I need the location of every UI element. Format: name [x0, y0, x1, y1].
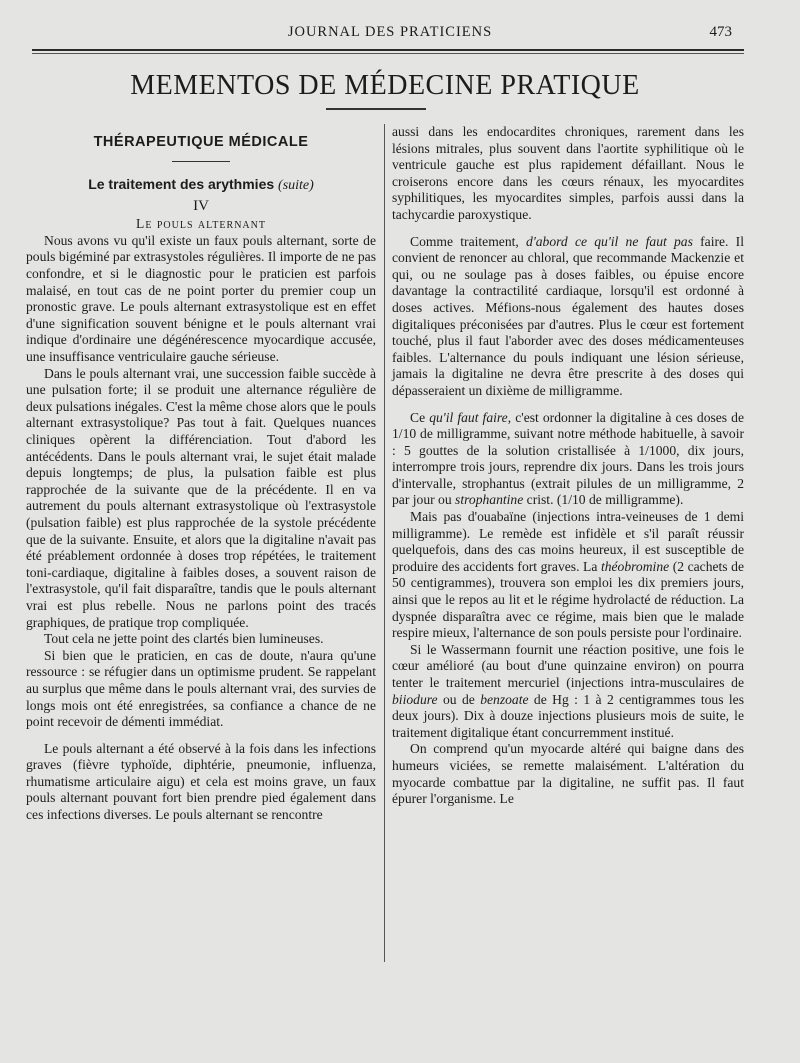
paragraph: Le pouls alternant a été observé à la fois dans les infections graves (fièvre typhoïde, diphtérie, pneumonie, influenza, rhumatisme articulaire aigu) et cela est moins grave, un faux pouls alternant pouvant fort bien prendre pied également dans ces infections diverses. Le pouls alternant se rencontre: [26, 740, 376, 823]
emphasis: d'abord ce qu'il ne faut pas: [526, 233, 693, 249]
title-divider: [326, 108, 426, 110]
text-run: Ce: [410, 409, 430, 425]
chapter-heading: Le pouls alternant: [136, 216, 266, 232]
emphasis: qu'il faut faire: [429, 409, 508, 425]
paragraph: Nous avons vu qu'il existe un faux pouls alternant, sorte de pouls bigéminé par extrasystoles régulières. Il importe de ne pas confondre, et si le diagnostic pour le praticien est parfois malaisé, en tout cas de ne point porter du premier coup un pronostic grave. Le pouls alternant extrasystolique est en effet d'une signification souvent bénigne et le pouls alternant vrai indique d'ordinaire une dégénérescence myocardique accusée, une insuffisance ventriculaire gauche sérieuse.: [26, 232, 376, 365]
left-column: [26, 124, 376, 824]
section-divider: [172, 161, 230, 163]
text-run: , c'est ordonner la digitaline à ces doses de 1/10 de milligramme, suivant notre méthode habituelle, à savoir : 5 gouttes de la solution cristallisée à 1/1000, dix jours, interrompre trois jours, reprendre dix jours. Dans les trois jours d'intervalle, strophantus (extrait pilules de un milligramme, 2 par jour ou: [392, 409, 745, 508]
text-run: de Hg : 1 à 2 centigrammes tous les deux jours). Dix à douze injections plusieurs mois de suite, le traitement digitalique étant concurremment institué.: [392, 691, 744, 740]
text-run: Comme traitement,: [410, 233, 527, 249]
paragraph: Tout cela ne jette point des clartés bien lumineuses.: [44, 631, 324, 647]
text-run: crist. (1/10 de milligramme).: [523, 492, 684, 508]
paragraph: [392, 234, 744, 400]
emphasis: strophantine: [455, 492, 524, 508]
emphasis: biiodure: [392, 691, 438, 707]
paragraph: [392, 509, 744, 642]
paragraph: Dans le pouls alternant vrai, une succession faible succède à une pulsation forte; il se produit une alternance régulière de deux pulsations inégales. C'est la même chose alors que le pouls alternant extrasystolique? Pas tout à fait. Quelques nuances cliniques opèrent la différenciation. Tout d'abord les antécédents. Dans le pouls alternant vrai, le sujet était malade depuis longtemps; de plus, la pulsation faible est plus rapprochée de la suivante que de la précédente. Il en va autrement du pouls alternant extrasystolique où l'extrasystole (pulsation faible) est plus rapprochée de la systole précédente que de la suivante. Ensuite, et alors que la digitaline n'avait pas été préablement ordonnée à doses trop répétées, le traitement toni-cardiaque, digitaline à faibles doses, a souvent raison de l'extrasystole, qu'il fait disparaître, tandis que le pouls alternant vrai est plus rebelle. Nous ne parlons point des tracés graphiques, de pratique trop compliquée.: [26, 365, 376, 630]
text-run: faire. Il convient de renoncer au chloral, que recommande Mackenzie et qui, ou ne soulage pas à doses faibles, ou épuise encore davantage la contractilité cardiaque, lorsqu'il est ordonné à doses actives. Méfions-nous également des hautes doses digitaliques préconisées par d'autres. Plus le cœur est fortement touché, plus il faut l'aborder avec des doses médicamenteuses faibles. L'alternance du pouls indiquant une lésion sérieuse, jamais la digitaline ne devra être prescrite à des doses qui dépasseraient un dixième de milligramme.: [392, 233, 744, 398]
paragraph: [392, 642, 744, 742]
paragraph: On comprend qu'un myocarde altéré qui baigne dans des humeurs viciées, se remette malaisément. L'altération du myocarde combattue par la digitaline, ne suffit pas. Il faut épurer l'organisme. Le: [392, 741, 744, 807]
chapter-number: IV: [193, 197, 209, 214]
running-title: JOURNAL DES PRATICIENS: [287, 24, 493, 40]
header-rule-thin: [32, 53, 744, 54]
text-run: ou de: [437, 691, 481, 707]
column-divider: [384, 124, 385, 962]
paragraph: Si bien que le praticien, en cas de doute, n'aura qu'une ressource : se réfugier dans un optimisme prudent. Se rappelant au surplus que même dans le pouls alternant vrai, des survies de longs mois ont été enregistrées, sa confiance a chance de ne point recevoir de démenti immédiat.: [26, 647, 376, 730]
article-title-text: Le traitement des arythmies: [88, 176, 275, 193]
page-title: MEMENTOS DE MÉDECINE PRATIQUE: [130, 70, 640, 101]
text-run: Si le Wassermann fournit une réaction positive, une fois le cœur amélioré (au bout d'une quinzaine environ) on pourra tenter le traitement mercuriel (injections intra-musculaires de: [392, 641, 744, 690]
page-number: 473: [709, 24, 732, 40]
text-run: Mais pas d'ouabaïne (injections intra-veineuses de 1 demi milligramme). Le remède est infidèle et s'il paraît réussir quelquefois, dans des cas moins heureux, il est susceptible de produire des accidents fort graves. La: [392, 509, 744, 574]
emphasis: benzoate: [480, 691, 529, 707]
emphasis: théobromine: [600, 558, 670, 574]
paragraph: [392, 410, 744, 510]
article-title: [26, 176, 376, 195]
article-title-suffix: (suite): [278, 178, 314, 194]
header-rule: [32, 49, 744, 51]
running-header: [30, 22, 750, 44]
right-column: [392, 124, 744, 808]
text-run: (2 cachets de 50 centigrammes), trouvera son emploi les dix premiers jours, ainsi que le repos au lit et le régime hydrolacté de réduction. La dyspnée disparaîtra avec ce régime, mais bien que le malade respire mieux, l'alternance de son pouls persiste pour l'ordinaire.: [392, 558, 744, 641]
paragraph: aussi dans les endocardites chroniques, rarement dans les lésions mitrales, plus souvent dans l'aortite syphilitique où le ventricule gauche est plus rapidement défaillant. Nous le croiserons encore dans les cœurs rénaux, les myocardites syphilitiques, les myocardites simples, parfois aussi dans la tachycardie paroxystique.: [392, 124, 744, 222]
section-title: THÉRAPEUTIQUE MÉDICALE: [93, 134, 309, 150]
